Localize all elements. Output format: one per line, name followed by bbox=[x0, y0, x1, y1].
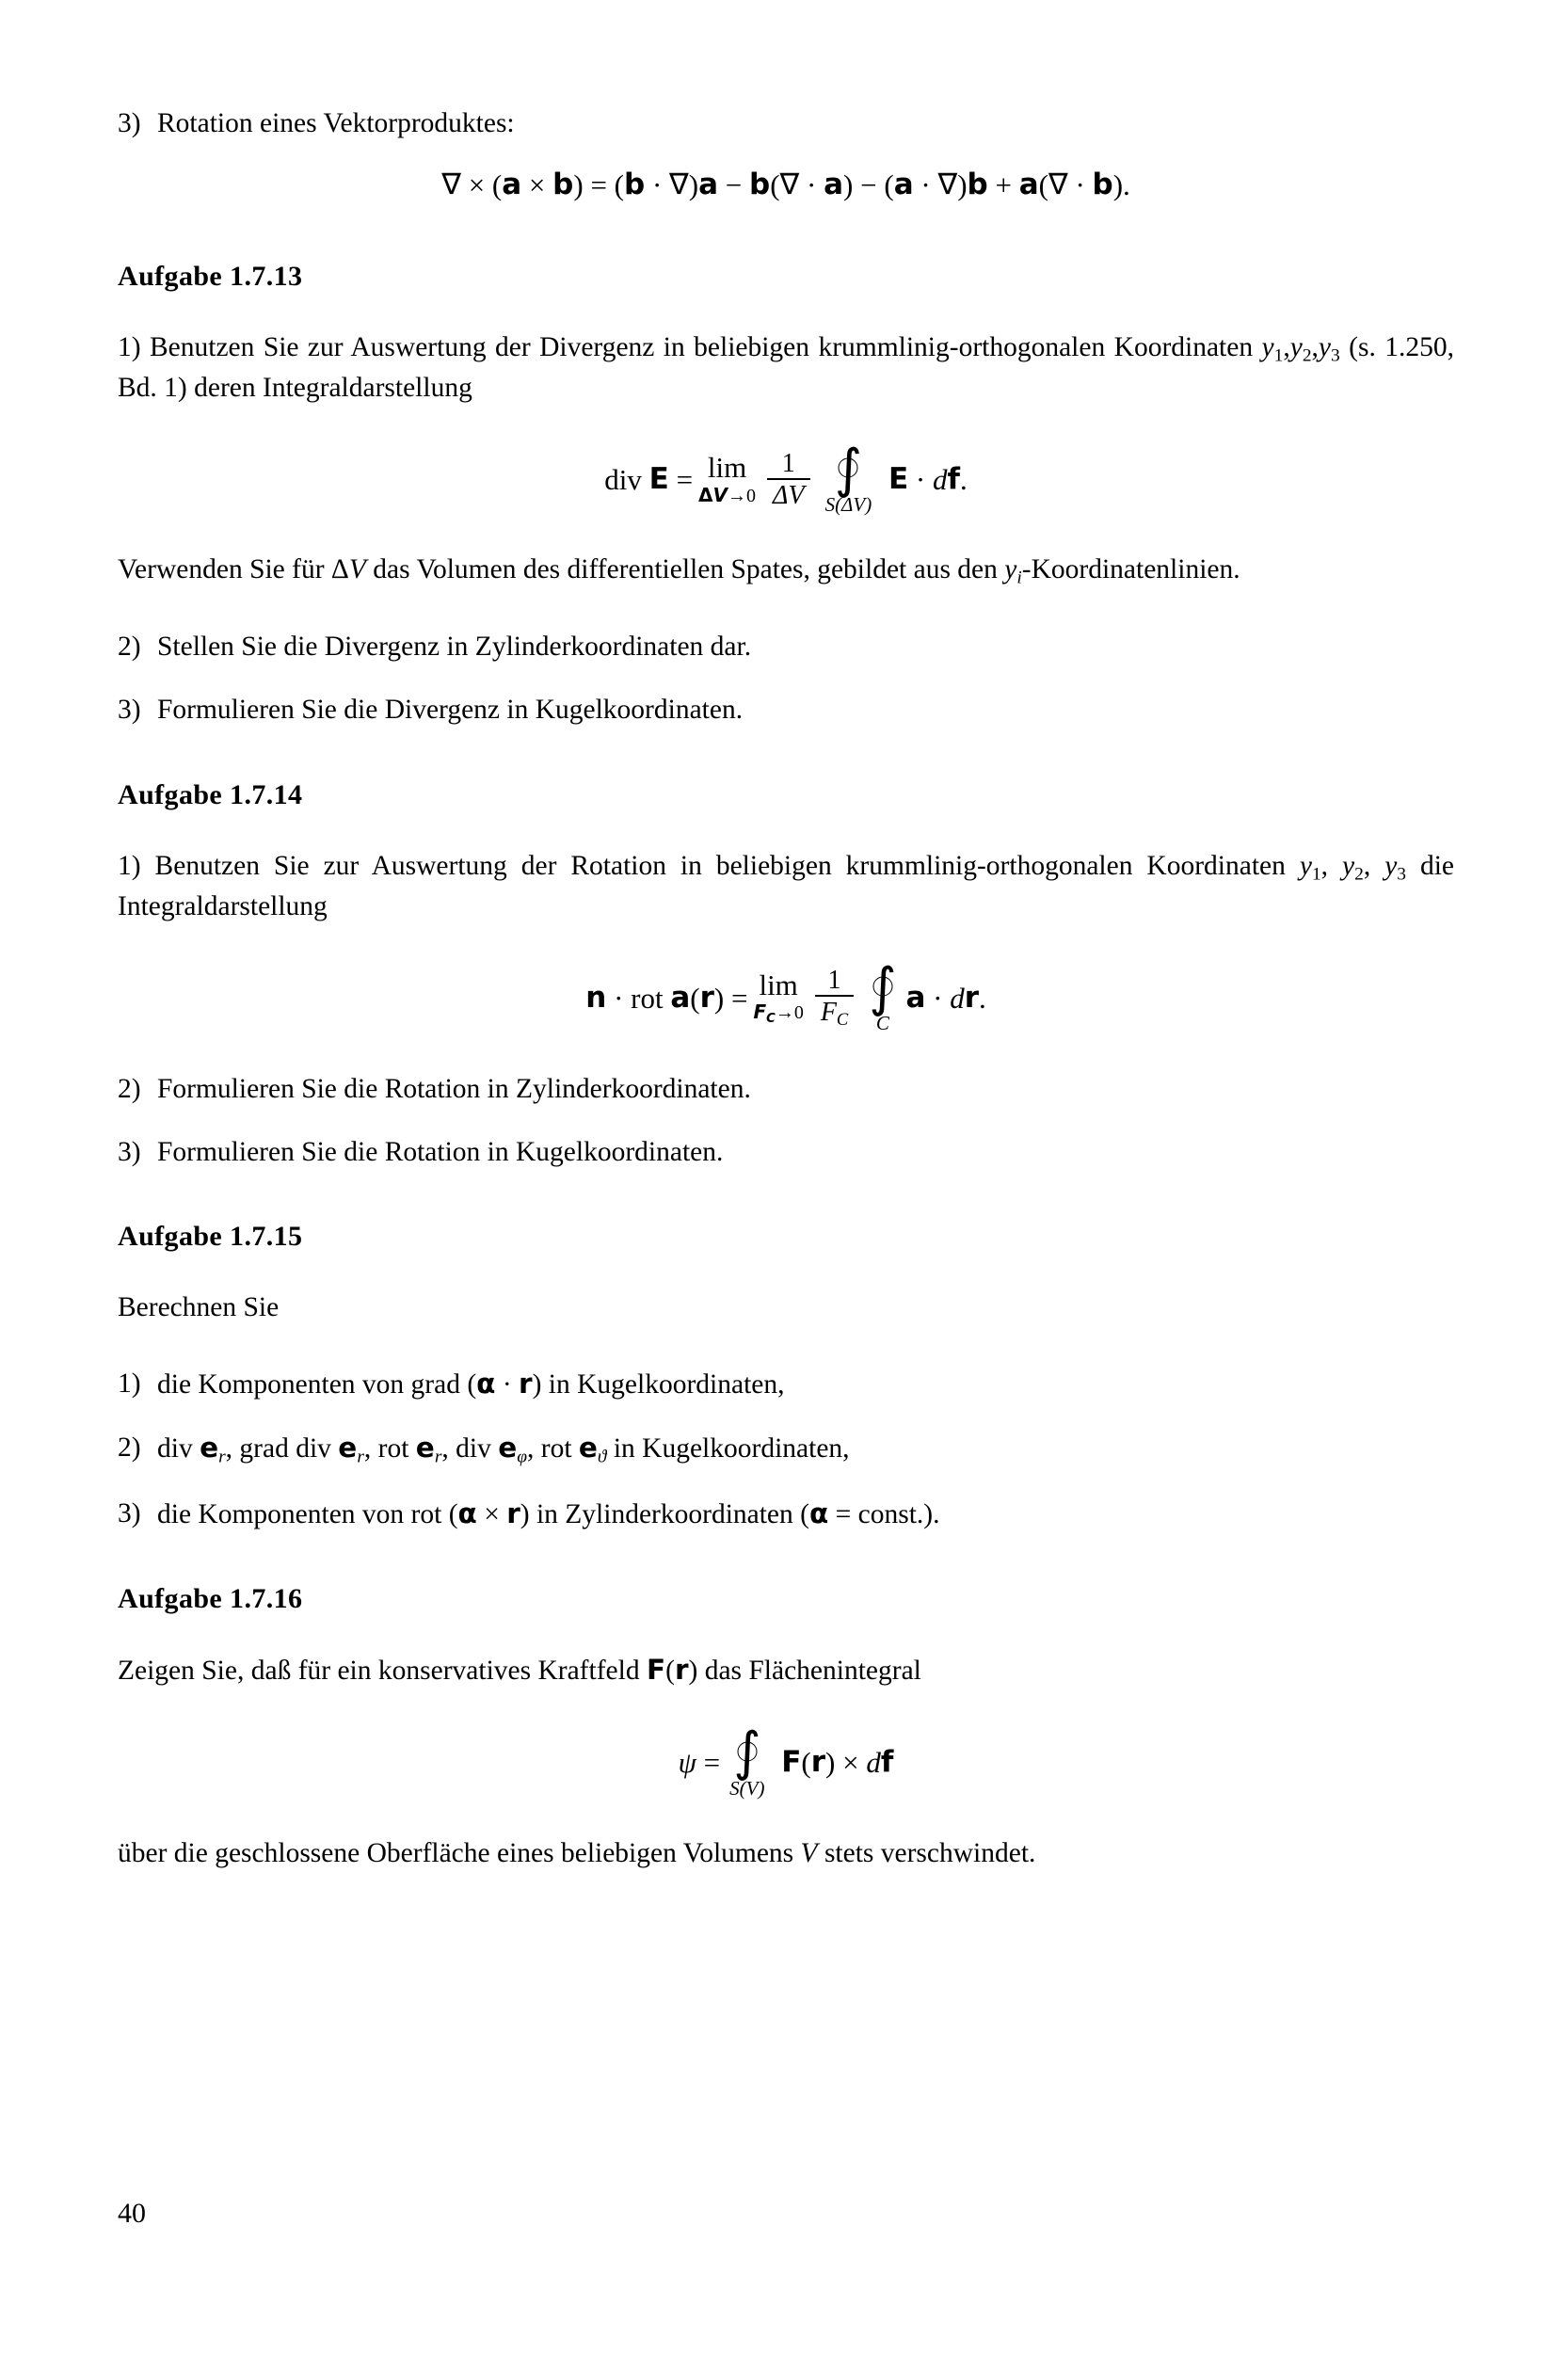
item-text: Stellen Sie die Divergenz in Zylinderkoordinaten dar. bbox=[157, 632, 752, 663]
div-operator: div bbox=[604, 462, 642, 496]
item-text: Formulieren Sie die Rotation in Zylinderkoordinaten. bbox=[157, 1073, 751, 1104]
lim-label: lim bbox=[707, 451, 747, 485]
item-number: 1) bbox=[118, 331, 141, 362]
list-item-number: 3) bbox=[118, 108, 141, 138]
formula-rotation-vector-product: ∇ × ( a × b ) = ( b · ∇ ) a − b ( ∇ · a ) − ( a · ∇ ) b + a ( ∇ · b ). bbox=[441, 167, 1130, 201]
contour-integral bbox=[869, 956, 897, 1034]
limit-operator bbox=[698, 453, 756, 506]
item-text: die Komponenten von rot (α × r) in Zylinderkoordinaten (α = const.). bbox=[157, 1497, 940, 1529]
vector-n: n bbox=[585, 980, 607, 1015]
lim-label: lim bbox=[759, 968, 798, 1001]
item-number: 2) bbox=[118, 632, 141, 663]
fraction-denominator: ΔV bbox=[773, 480, 805, 510]
item-text: die Komponenten von grad (α · r) in Kugelkoordinaten, bbox=[157, 1368, 785, 1401]
aufgabe-1-7-14-item1: 1) Benutzen Sie zur Auswertung der Rotation in beliebigen krummlinig-orthogonalen Koordinaten $y_1$, $y_2$, $y_3$ die Integraldarstellung bbox=[118, 850, 1455, 921]
item-text-b: (s. 1.250, Bd. 1) deren Integraldarstellung bbox=[118, 331, 1455, 404]
fraction-one-over-deltaV bbox=[767, 450, 810, 509]
integral-subscript: S(V) bbox=[729, 1776, 765, 1800]
item-number: 1) bbox=[118, 850, 141, 881]
integral-subscript: C bbox=[875, 1011, 889, 1034]
fraction-denominator: $F_C$ bbox=[820, 997, 849, 1030]
aufgabe-1-7-14-item3 bbox=[118, 1132, 1454, 1173]
equals-sign: = bbox=[676, 462, 694, 496]
aufgabe-1-7-13-item3 bbox=[118, 690, 1454, 730]
aufgabe-1-7-13-note: Verwenden Sie für ΔV das Volumen des differentiellen Spates, gebildet aus den $y_i$-Koordinatenlinien. bbox=[118, 554, 1240, 588]
page-number: 40 bbox=[118, 2198, 146, 2229]
item-text-b: die Integraldarstellung bbox=[118, 850, 1455, 921]
integral-subscript: S(ΔV) bbox=[824, 493, 872, 517]
equals-sign: = bbox=[703, 1746, 721, 1780]
item-number: 2) bbox=[118, 1433, 141, 1464]
item-text-a: Benutzen Sie zur Auswertung der Rotation in beliebigen krummlinig-orthogonalen Koordinaten bbox=[154, 850, 1300, 881]
item-number: 3) bbox=[118, 1136, 141, 1167]
formula-flaechenintegral: ψ = ∫ S(V) F ( r ) × d f bbox=[678, 1721, 894, 1800]
item-number: 2) bbox=[118, 1073, 141, 1104]
fraction-numerator: 1 bbox=[781, 448, 795, 478]
list-item-text: Rotation eines Vektorproduktes: bbox=[157, 108, 515, 138]
lim-subscript: ΔV→0 bbox=[698, 483, 757, 506]
integral-glyph: ∫ bbox=[733, 1721, 761, 1784]
list-item bbox=[118, 104, 1454, 144]
aufgabe-1-7-13-item2 bbox=[118, 627, 1454, 667]
item-text: div $e_r$, grad div $e_r$, rot $e_r$, div $e_\varphi$, rot $e_ϑ$ in Kugelkoordinaten, bbox=[157, 1432, 850, 1467]
item-number: 1) bbox=[118, 1369, 141, 1400]
item-text: Formulieren Sie die Rotation in Kugelkoordinaten. bbox=[157, 1136, 724, 1167]
contour-integral bbox=[729, 1721, 765, 1800]
heading-aufgabe-1-7-15: Aufgabe 1.7.15 bbox=[118, 1221, 303, 1253]
fraction-one-over-FC bbox=[815, 967, 854, 1030]
integral-glyph: ∫ bbox=[834, 438, 862, 500]
aufgabe-1-7-15-item1 bbox=[118, 1364, 1454, 1405]
item-number: 3) bbox=[118, 694, 141, 725]
psi-symbol: ψ bbox=[678, 1746, 696, 1780]
aufgabe-1-7-16-outro: über die geschlossene Oberfläche eines beliebigen Volumens V stets verschwindet. bbox=[118, 1837, 1036, 1868]
heading-aufgabe-1-7-16: Aufgabe 1.7.16 bbox=[118, 1583, 303, 1615]
formula-divergenz-integraldarstellung: div E = lim ΔV→0 $\frac{1}{\Delta V}$ ∫ S(ΔV) E · d f . bbox=[604, 438, 968, 517]
rot-operator: rot bbox=[631, 981, 664, 1015]
contour-integral bbox=[824, 438, 872, 517]
fraction-numerator: 1 bbox=[827, 965, 841, 995]
formula-rotation-integraldarstellung: n · rot a ( r ) = lim $F_C\to 0$ $\frac{1}{F_C}$ ∫ C a · d r . bbox=[585, 956, 986, 1034]
limit-operator bbox=[753, 970, 803, 1026]
page-content bbox=[118, 104, 1454, 1873]
item-text-a: Benutzen Sie zur Auswertung der Divergenz in beliebigen krummlinig-orthogonalen Koordinaten bbox=[150, 331, 1262, 362]
item-number: 3) bbox=[118, 1497, 141, 1529]
heading-aufgabe-1-7-14: Aufgabe 1.7.14 bbox=[118, 778, 303, 810]
heading-aufgabe-1-7-13: Aufgabe 1.7.13 bbox=[118, 260, 303, 292]
aufgabe-1-7-13-item1: 1) Benutzen Sie zur Auswertung der Divergenz in beliebigen krummlinig-orthogonalen Koordinaten $y_1,y_2,y_3$ (s. 1.250, Bd. 1) deren Integraldarstellung bbox=[118, 331, 1455, 404]
aufgabe-1-7-15-intro: Berechnen Sie bbox=[118, 1292, 280, 1323]
vector-E: E bbox=[648, 461, 669, 496]
item-text: Formulieren Sie die Divergenz in Kugelkoordinaten. bbox=[157, 694, 744, 725]
aufgabe-1-7-16-intro: Zeigen Sie, daß für ein konservatives Kraftfeld F(r) das Flächenintegral bbox=[118, 1654, 921, 1687]
aufgabe-1-7-15-item3 bbox=[118, 1494, 1454, 1535]
aufgabe-1-7-15-item2 bbox=[118, 1428, 1454, 1471]
aufgabe-1-7-14-item2 bbox=[118, 1069, 1454, 1110]
lim-subscript: $F_C\to 0$ bbox=[753, 1000, 804, 1026]
integral-glyph: ∫ bbox=[869, 956, 897, 1018]
